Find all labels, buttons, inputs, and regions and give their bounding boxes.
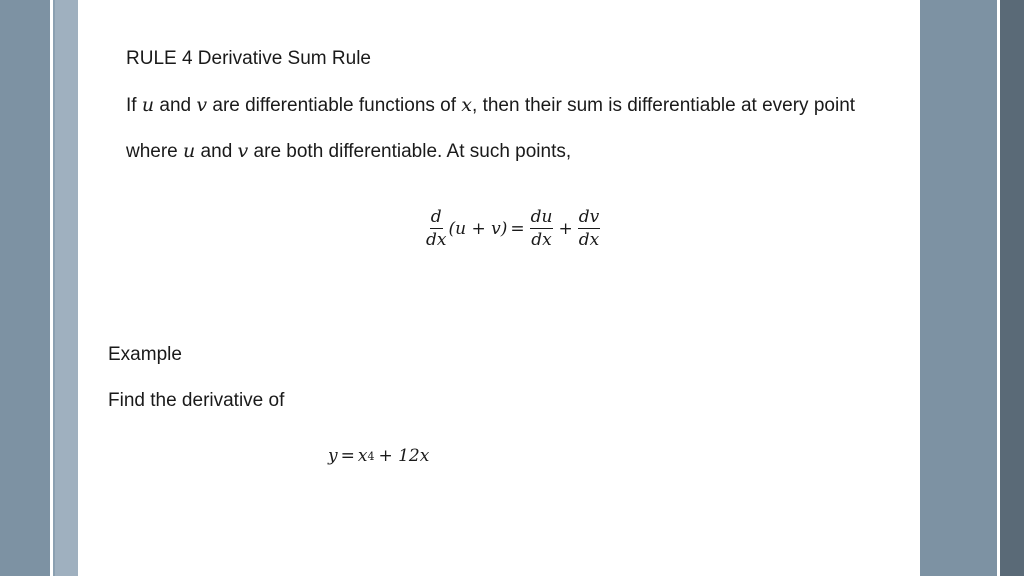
right-inner-band [920,0,997,576]
right-border-band [1000,0,1024,576]
rule-statement-line-2: where u and v are both differentiable. At such points, [126,140,572,162]
sum-expression: (u + v) [448,218,508,239]
rule-statement-line-1: If u and v are differentiable functions of x, then their sum is differentiable at every point [126,94,856,116]
lhs-derivative-fraction: $\frac{d}{dx}$ [426,207,447,250]
du-dx-fraction: $\frac{du}{dx}$ [530,207,553,250]
example-prompt: Find the derivative of [108,390,285,411]
example-heading: Example [108,344,182,365]
left-inner-band [55,0,78,576]
example-equation: y = x 4 + 12x [328,446,430,466]
plus-sign: + [558,218,573,239]
dv-dx-fraction: $\frac{dv}{dx}$ [578,207,600,250]
rule-title: RULE 4 Derivative Sum Rule [126,48,371,69]
equals-sign: = [510,218,525,239]
sum-rule-formula [424,208,602,249]
left-border-band [0,0,50,576]
